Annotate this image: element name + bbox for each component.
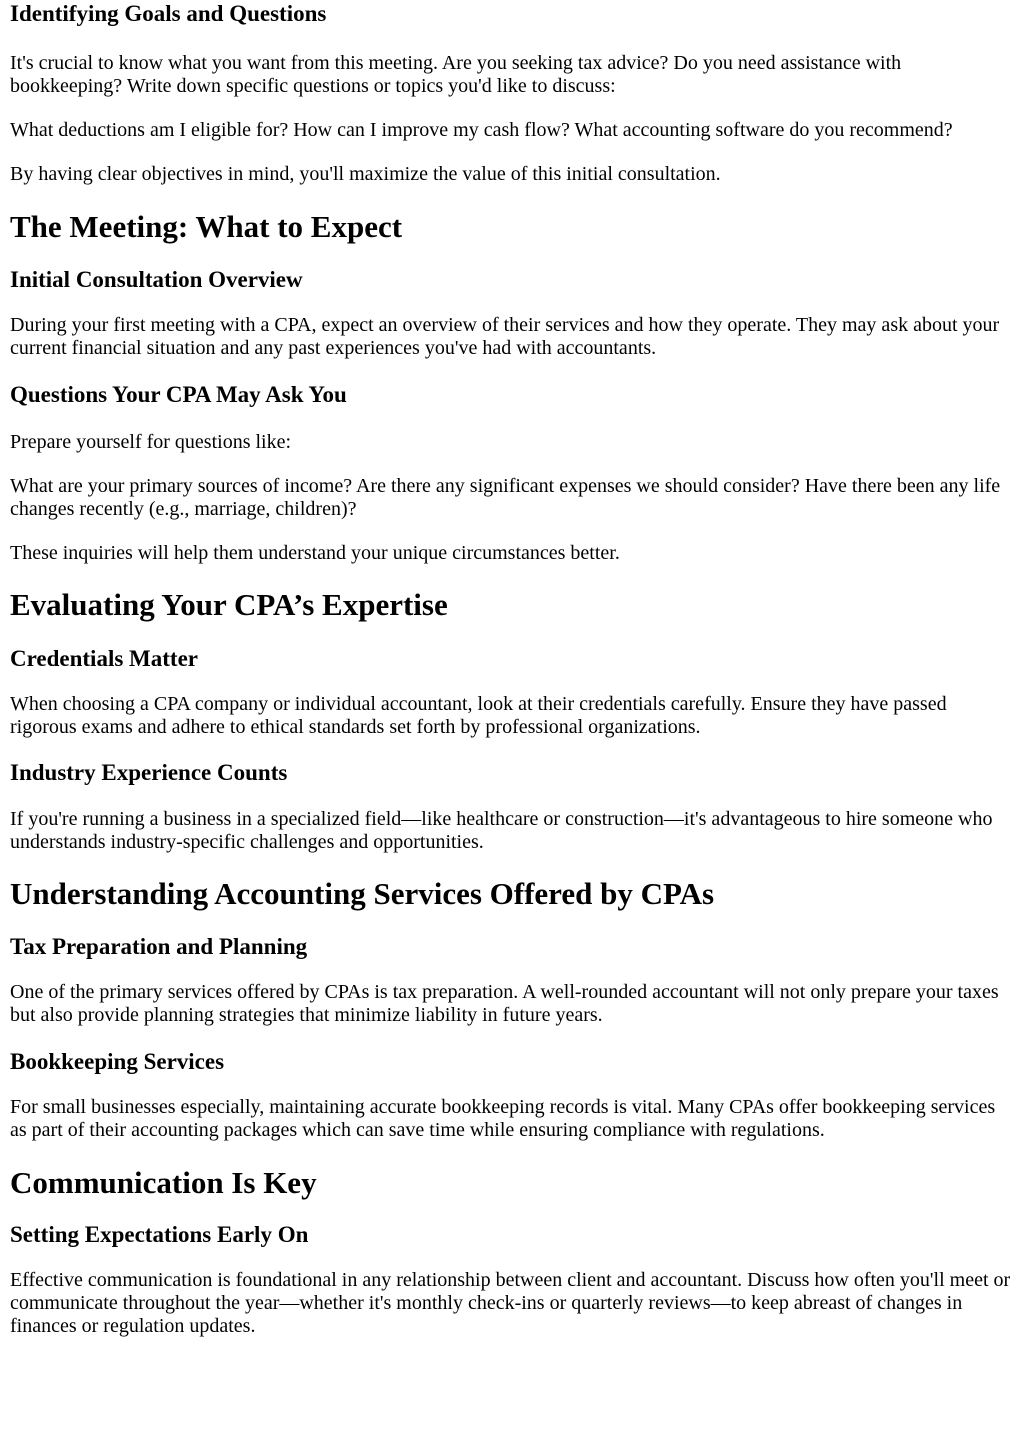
paragraph-industry-experience: If you're running a business in a specialized field—like healthcare or construction—it's advantageous to hire someone who understands industry-specific challenges and opportunities. xyxy=(10,808,993,853)
subheading-industry-experience: Industry Experience Counts xyxy=(10,760,288,785)
subheading-setting-expectations: Setting Expectations Early On xyxy=(10,1222,309,1247)
paragraph-bookkeeping: For small businesses especially, maintaining accurate bookkeeping records is vital. Many CPAs offer bookkeeping services as part of their accounting packages which can save time while ensuring compliance with regulations. xyxy=(10,1096,996,1141)
paragraph-goals-intro: It's crucial to know what you want from this meeting. Are you seeking tax advice? Do you need assistance with bookkeeping? Write down specific questions or topics you'd like to discuss: xyxy=(10,52,902,97)
heading-evaluating-expertise: Evaluating Your CPA’s Expertise xyxy=(10,587,448,622)
subheading-cpa-questions: Questions Your CPA May Ask You xyxy=(10,382,347,407)
paragraph-cpa-questions-outro: These inquiries will help them understand your unique circumstances better. xyxy=(10,542,620,564)
paragraph-goals-outro: By having clear objectives in mind, you'll maximize the value of this initial consultation. xyxy=(10,163,721,185)
heading-accounting-services: Understanding Accounting Services Offered by CPAs xyxy=(10,876,715,911)
paragraph-goals-questions: What deductions am I eligible for? How can I improve my cash flow? What accounting software do you recommend? xyxy=(10,119,953,141)
blockquote-cpa-questions: What are your primary sources of income? Are there any significant expenses we should consider? Have there been any life changes recently (e.g., marriage, children)? xyxy=(10,475,1001,520)
paragraph-initial-consultation: During your first meeting with a CPA, expect an overview of their services and how they operate. They may ask about your current financial situation and any past experiences you've had with accountants. xyxy=(10,314,1000,359)
subheading-tax-preparation: Tax Preparation and Planning xyxy=(10,934,308,959)
paragraph-credentials: When choosing a CPA company or individual accountant, look at their credentials carefully. Ensure they have passed rigorous exams and adhere to ethical standards set forth by professional organizations. xyxy=(10,693,947,738)
paragraph-setting-expectations: Effective communication is foundational in any relationship between client and accountant. Discuss how often you'll meet or communicate throughout the year—whether it's monthly check-ins or quarterly reviews—to keep abreast of changes in finances or regulation updates. xyxy=(10,1269,1011,1337)
subheading-credentials: Credentials Matter xyxy=(10,646,198,671)
subheading-initial-consultation: Initial Consultation Overview xyxy=(10,267,303,292)
heading-meeting-expect: The Meeting: What to Expect xyxy=(10,209,403,244)
heading-communication: Communication Is Key xyxy=(10,1165,317,1200)
paragraph-cpa-questions-intro: Prepare yourself for questions like: xyxy=(10,431,292,453)
subheading-identifying-goals: Identifying Goals and Questions xyxy=(10,1,327,26)
subheading-bookkeeping: Bookkeeping Services xyxy=(10,1049,225,1074)
paragraph-tax-preparation: One of the primary services offered by CPAs is tax preparation. A well-rounded accountant will not only prepare your taxes but also provide planning strategies that minimize liability in future years. xyxy=(10,981,999,1026)
